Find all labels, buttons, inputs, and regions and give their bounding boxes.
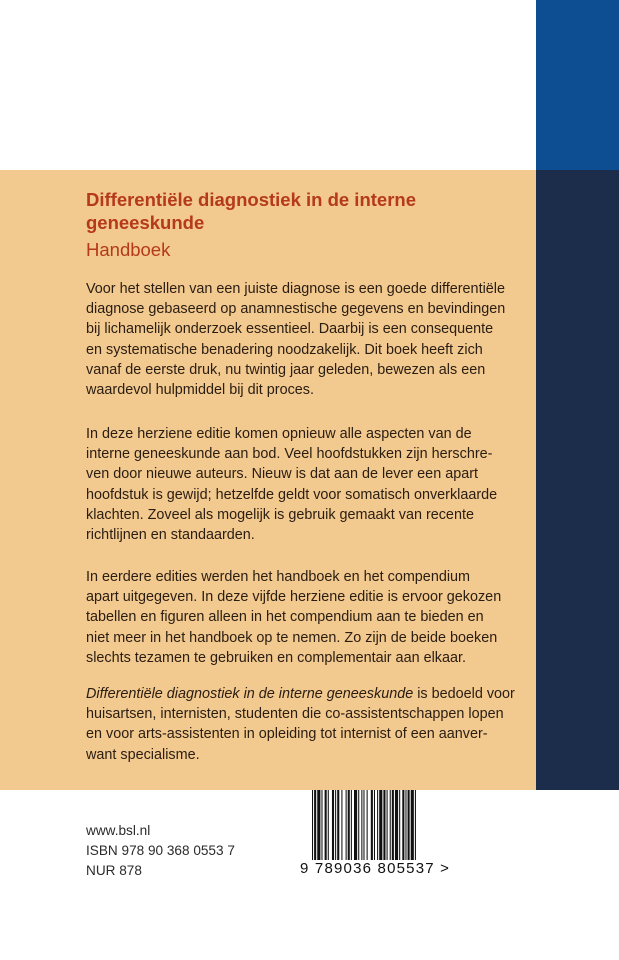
paragraph-4 [86,684,516,765]
barcode-bar [335,790,336,860]
paragraph-3 [86,567,516,668]
barcode-bar [351,790,352,860]
barcode-bar [415,790,416,860]
paragraph-line: Voor het stellen van een juiste diagnose is een goede differentiële [86,281,505,297]
barcode-bar [405,790,406,860]
right-blue-band [536,0,619,170]
publisher-website: www.bsl.nl [86,823,151,838]
barcode-number: 9 789036 805537 > [300,860,451,877]
right-navy-band [536,170,619,790]
barcode-block [300,790,470,882]
paragraph-line: In eerdere edities werden het handboek en het compendium [86,569,471,585]
barcode-bar [379,790,382,860]
barcode-bar [377,790,378,860]
barcode-bar [348,790,350,860]
paragraph-line: bij lichamelijk onderzoek essentieel. Daarbij is een consequente [86,321,494,338]
barcode-bar [363,790,364,860]
barcode-bar [387,790,388,860]
paragraph-line: en systematische benadering noodzakelijk. Dit boek heeft zich [86,341,483,358]
italic-book-title: Differentiële diagnostiek in de interne geneeskunde [86,686,414,702]
barcode-bar [317,790,320,860]
nur-code: NUR 878 [86,863,142,878]
book-title [86,188,506,234]
barcode-bar [346,790,347,860]
paragraph-line: klachten. Zoveel als mogelijk is gebruik gemaakt van recente [86,506,474,523]
paragraph-first-line [86,684,516,704]
barcode-bar [325,790,327,860]
book-title-line-2: geneeskunde [86,212,205,233]
barcode-bar [314,790,316,860]
barcode-bar [408,790,410,860]
barcode-bar [341,790,342,860]
paragraph-line: interne geneeskunde aan bod. Veel hoofdstukken zijn herschre- [86,446,493,463]
paragraph-line: ven door nieuwe auteurs. Nieuw is dat aan de lever een apart [86,466,478,483]
paragraph-line: vanaf de eerste druk, nu twintig jaar geleden, bewezen als een [86,361,486,378]
barcode-bar [395,790,398,860]
paragraph-line: tabellen en figuren alleen in het compendium aan te bieden en [86,609,484,626]
book-title-line-1: Differentiële diagnostiek in de interne [86,189,416,210]
paragraph-2 [86,424,516,545]
barcode-bar [321,790,322,860]
paragraph-line: richtlijnen en standaarden. [86,527,255,544]
paragraph-line: waardevol hulpmiddel bij dit proces. [86,382,314,399]
paragraph-line: hoofdstuk is gewijd; hetzelfde geldt voor somatisch onverklaarde [86,486,498,503]
barcode-bar [411,790,414,860]
paragraph-line: In deze herziene editie komen opnieuw alle aspecten van de [86,426,472,442]
paragraph-line: niet meer in het handboek op te nemen. Zo zijn de beide boeken [86,629,498,646]
barcode-bar [383,790,385,860]
isbn-number: ISBN 978 90 368 0553 7 [86,843,235,858]
paragraph-line: want specialisme. [86,746,200,763]
barcode-bar [392,790,394,860]
barcode-bar [367,790,368,860]
barcode-bar [402,790,404,860]
paragraph-line: apart uitgegeven. In deze vijfde herziene editie is ervoor gekozen [86,589,502,606]
barcode-bar [312,790,313,860]
top-white-area [0,0,536,170]
barcode-bar [354,790,357,860]
barcode-bar [390,790,391,860]
book-subtitle: Handboek [86,239,171,260]
publisher-info [86,821,235,881]
paragraph-1 [86,279,516,400]
barcode-bar [332,790,334,860]
paragraph-line: diagnose gebaseerd op anamnestische gegevens en bevindingen [86,301,506,318]
paragraph-line: en voor arts-assistenten in opleiding tot internist of een aanver- [86,726,488,743]
barcode-bar [361,790,362,860]
barcode-bar [337,790,339,860]
paragraph-line: slechts tezamen te gebruiken en complementair aan elkaar. [86,649,466,666]
paragraph-lead-rest: is bedoeld voor [413,686,515,702]
barcode-bar [371,790,373,860]
paragraph-line: huisartsen, internisten, studenten die co-assistentschappen lopen [86,706,504,723]
barcode-bar [358,790,359,860]
barcode-bar [374,790,375,860]
barcode-bar [399,790,400,860]
barcode-bar [328,790,329,860]
barcode-bars [312,790,460,860]
